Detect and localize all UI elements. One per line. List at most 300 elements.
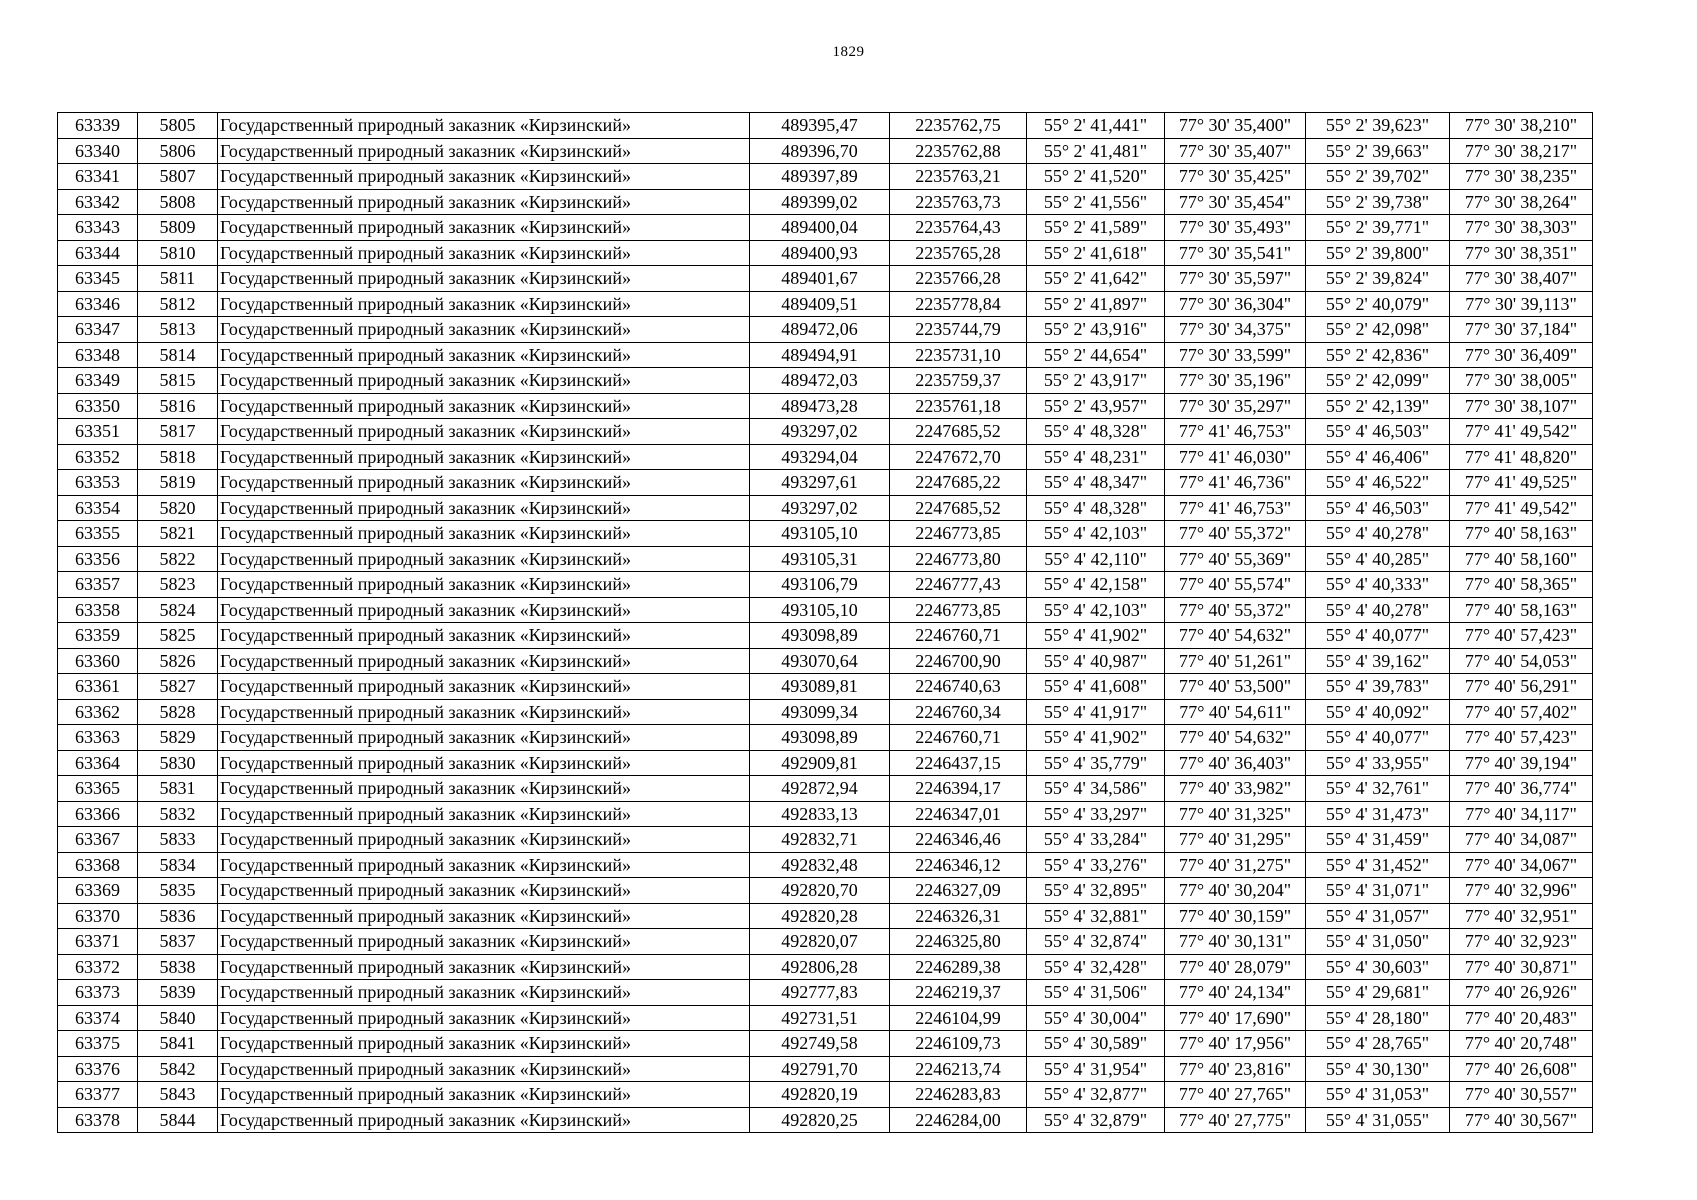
y-coordinate-cell: 2235759,37 xyxy=(890,368,1027,394)
longitude-2-cell: 77° 41' 48,820" xyxy=(1450,444,1593,470)
x-coordinate-cell: 493294,04 xyxy=(750,444,890,470)
latitude-1-cell: 55° 2' 41,556" xyxy=(1027,189,1165,215)
latitude-2-cell: 55° 4' 31,452" xyxy=(1306,852,1450,878)
latitude-1-cell: 55° 2' 41,589" xyxy=(1027,215,1165,241)
longitude-1-cell: 77° 40' 54,611" xyxy=(1165,699,1306,725)
x-coordinate-cell: 492820,70 xyxy=(750,878,890,904)
longitude-1-cell: 77° 30' 35,541" xyxy=(1165,240,1306,266)
x-coordinate-cell: 492777,83 xyxy=(750,980,890,1006)
table-row xyxy=(58,1056,1593,1082)
table-row xyxy=(58,852,1593,878)
object-name-cell: Государственный природный заказник «Кирзинский» xyxy=(218,444,750,470)
record-number-cell: 63350 xyxy=(58,393,138,419)
record-number-cell: 63359 xyxy=(58,623,138,649)
latitude-1-cell: 55° 4' 32,874" xyxy=(1027,929,1165,955)
longitude-2-cell: 77° 40' 57,402" xyxy=(1450,699,1593,725)
record-number-cell: 63347 xyxy=(58,317,138,343)
y-coordinate-cell: 2246284,00 xyxy=(890,1107,1027,1133)
longitude-2-cell: 77° 40' 58,365" xyxy=(1450,572,1593,598)
y-coordinate-cell: 2235744,79 xyxy=(890,317,1027,343)
object-name-cell: Государственный природный заказник «Кирзинский» xyxy=(218,189,750,215)
longitude-2-cell: 77° 30' 39,113" xyxy=(1450,291,1593,317)
latitude-1-cell: 55° 4' 41,902" xyxy=(1027,623,1165,649)
point-number-cell: 5834 xyxy=(138,852,218,878)
y-coordinate-cell: 2235778,84 xyxy=(890,291,1027,317)
point-number-cell: 5824 xyxy=(138,597,218,623)
longitude-1-cell: 77° 30' 35,493" xyxy=(1165,215,1306,241)
table-row xyxy=(58,470,1593,496)
record-number-cell: 63365 xyxy=(58,776,138,802)
x-coordinate-cell: 493105,31 xyxy=(750,546,890,572)
x-coordinate-cell: 492820,28 xyxy=(750,903,890,929)
y-coordinate-cell: 2235731,10 xyxy=(890,342,1027,368)
point-number-cell: 5827 xyxy=(138,674,218,700)
latitude-1-cell: 55° 2' 41,520" xyxy=(1027,164,1165,190)
x-coordinate-cell: 492820,19 xyxy=(750,1082,890,1108)
longitude-2-cell: 77° 30' 38,005" xyxy=(1450,368,1593,394)
latitude-2-cell: 55° 4' 39,162" xyxy=(1306,648,1450,674)
record-number-cell: 63372 xyxy=(58,954,138,980)
x-coordinate-cell: 489472,03 xyxy=(750,368,890,394)
x-coordinate-cell: 489399,02 xyxy=(750,189,890,215)
y-coordinate-cell: 2246325,80 xyxy=(890,929,1027,955)
x-coordinate-cell: 492731,51 xyxy=(750,1005,890,1031)
longitude-2-cell: 77° 40' 30,567" xyxy=(1450,1107,1593,1133)
longitude-2-cell: 77° 40' 58,160" xyxy=(1450,546,1593,572)
point-number-cell: 5842 xyxy=(138,1056,218,1082)
longitude-1-cell: 77° 41' 46,753" xyxy=(1165,419,1306,445)
record-number-cell: 63344 xyxy=(58,240,138,266)
latitude-2-cell: 55° 2' 42,099" xyxy=(1306,368,1450,394)
longitude-1-cell: 77° 40' 54,632" xyxy=(1165,725,1306,751)
table-row xyxy=(58,572,1593,598)
point-number-cell: 5818 xyxy=(138,444,218,470)
longitude-2-cell: 77° 30' 38,407" xyxy=(1450,266,1593,292)
point-number-cell: 5816 xyxy=(138,393,218,419)
object-name-cell: Государственный природный заказник «Кирзинский» xyxy=(218,215,750,241)
point-number-cell: 5841 xyxy=(138,1031,218,1057)
table-row xyxy=(58,929,1593,955)
y-coordinate-cell: 2246740,63 xyxy=(890,674,1027,700)
latitude-1-cell: 55° 4' 40,987" xyxy=(1027,648,1165,674)
x-coordinate-cell: 493070,64 xyxy=(750,648,890,674)
longitude-2-cell: 77° 30' 38,303" xyxy=(1450,215,1593,241)
latitude-1-cell: 55° 4' 31,506" xyxy=(1027,980,1165,1006)
longitude-2-cell: 77° 40' 34,087" xyxy=(1450,827,1593,853)
latitude-1-cell: 55° 4' 48,347" xyxy=(1027,470,1165,496)
latitude-1-cell: 55° 4' 32,881" xyxy=(1027,903,1165,929)
table-row xyxy=(58,750,1593,776)
longitude-2-cell: 77° 30' 36,409" xyxy=(1450,342,1593,368)
x-coordinate-cell: 489397,89 xyxy=(750,164,890,190)
latitude-1-cell: 55° 4' 42,103" xyxy=(1027,597,1165,623)
point-number-cell: 5829 xyxy=(138,725,218,751)
x-coordinate-cell: 493105,10 xyxy=(750,597,890,623)
y-coordinate-cell: 2246773,85 xyxy=(890,521,1027,547)
x-coordinate-cell: 492832,71 xyxy=(750,827,890,853)
table-row xyxy=(58,215,1593,241)
longitude-1-cell: 77° 40' 33,982" xyxy=(1165,776,1306,802)
longitude-1-cell: 77° 40' 36,403" xyxy=(1165,750,1306,776)
latitude-2-cell: 55° 2' 39,738" xyxy=(1306,189,1450,215)
object-name-cell: Государственный природный заказник «Кирзинский» xyxy=(218,827,750,853)
longitude-1-cell: 77° 30' 35,196" xyxy=(1165,368,1306,394)
y-coordinate-cell: 2246283,83 xyxy=(890,1082,1027,1108)
y-coordinate-cell: 2246437,15 xyxy=(890,750,1027,776)
object-name-cell: Государственный природный заказник «Кирзинский» xyxy=(218,317,750,343)
y-coordinate-cell: 2247685,22 xyxy=(890,470,1027,496)
latitude-2-cell: 55° 2' 40,079" xyxy=(1306,291,1450,317)
longitude-1-cell: 77° 40' 51,261" xyxy=(1165,648,1306,674)
longitude-1-cell: 77° 40' 28,079" xyxy=(1165,954,1306,980)
object-name-cell: Государственный природный заказник «Кирзинский» xyxy=(218,419,750,445)
table-row xyxy=(58,495,1593,521)
table-row xyxy=(58,1031,1593,1057)
object-name-cell: Государственный природный заказник «Кирзинский» xyxy=(218,725,750,751)
record-number-cell: 63370 xyxy=(58,903,138,929)
longitude-2-cell: 77° 40' 56,291" xyxy=(1450,674,1593,700)
table-row xyxy=(58,240,1593,266)
latitude-1-cell: 55° 2' 43,917" xyxy=(1027,368,1165,394)
point-number-cell: 5820 xyxy=(138,495,218,521)
longitude-2-cell: 77° 40' 36,774" xyxy=(1450,776,1593,802)
x-coordinate-cell: 492749,58 xyxy=(750,1031,890,1057)
point-number-cell: 5830 xyxy=(138,750,218,776)
latitude-2-cell: 55° 2' 39,623" xyxy=(1306,113,1450,139)
latitude-2-cell: 55° 4' 46,406" xyxy=(1306,444,1450,470)
latitude-2-cell: 55° 2' 39,663" xyxy=(1306,138,1450,164)
x-coordinate-cell: 489395,47 xyxy=(750,113,890,139)
longitude-1-cell: 77° 41' 46,030" xyxy=(1165,444,1306,470)
latitude-2-cell: 55° 4' 40,077" xyxy=(1306,725,1450,751)
latitude-2-cell: 55° 4' 33,955" xyxy=(1306,750,1450,776)
record-number-cell: 63352 xyxy=(58,444,138,470)
y-coordinate-cell: 2235762,88 xyxy=(890,138,1027,164)
y-coordinate-cell: 2246219,37 xyxy=(890,980,1027,1006)
latitude-2-cell: 55° 4' 40,077" xyxy=(1306,623,1450,649)
table-row xyxy=(58,648,1593,674)
latitude-1-cell: 55° 4' 41,917" xyxy=(1027,699,1165,725)
longitude-1-cell: 77° 40' 55,372" xyxy=(1165,597,1306,623)
object-name-cell: Государственный природный заказник «Кирзинский» xyxy=(218,801,750,827)
x-coordinate-cell: 492791,70 xyxy=(750,1056,890,1082)
longitude-1-cell: 77° 40' 27,765" xyxy=(1165,1082,1306,1108)
object-name-cell: Государственный природный заказник «Кирзинский» xyxy=(218,266,750,292)
latitude-1-cell: 55° 2' 41,897" xyxy=(1027,291,1165,317)
latitude-1-cell: 55° 4' 30,589" xyxy=(1027,1031,1165,1057)
y-coordinate-cell: 2246760,71 xyxy=(890,725,1027,751)
table-body xyxy=(58,113,1593,1133)
object-name-cell: Государственный природный заказник «Кирзинский» xyxy=(218,291,750,317)
y-coordinate-cell: 2235762,75 xyxy=(890,113,1027,139)
longitude-2-cell: 77° 40' 30,557" xyxy=(1450,1082,1593,1108)
table-row xyxy=(58,1082,1593,1108)
y-coordinate-cell: 2246773,85 xyxy=(890,597,1027,623)
longitude-2-cell: 77° 41' 49,525" xyxy=(1450,470,1593,496)
record-number-cell: 63341 xyxy=(58,164,138,190)
y-coordinate-cell: 2235765,28 xyxy=(890,240,1027,266)
object-name-cell: Государственный природный заказник «Кирзинский» xyxy=(218,240,750,266)
latitude-1-cell: 55° 4' 34,586" xyxy=(1027,776,1165,802)
point-number-cell: 5808 xyxy=(138,189,218,215)
latitude-1-cell: 55° 2' 43,957" xyxy=(1027,393,1165,419)
latitude-1-cell: 55° 2' 41,481" xyxy=(1027,138,1165,164)
point-number-cell: 5817 xyxy=(138,419,218,445)
longitude-2-cell: 77° 30' 38,107" xyxy=(1450,393,1593,419)
record-number-cell: 63373 xyxy=(58,980,138,1006)
longitude-1-cell: 77° 41' 46,753" xyxy=(1165,495,1306,521)
longitude-2-cell: 77° 40' 58,163" xyxy=(1450,521,1593,547)
object-name-cell: Государственный природный заказник «Кирзинский» xyxy=(218,623,750,649)
object-name-cell: Государственный природный заказник «Кирзинский» xyxy=(218,674,750,700)
y-coordinate-cell: 2235763,73 xyxy=(890,189,1027,215)
latitude-2-cell: 55° 4' 28,765" xyxy=(1306,1031,1450,1057)
record-number-cell: 63376 xyxy=(58,1056,138,1082)
longitude-1-cell: 77° 40' 17,956" xyxy=(1165,1031,1306,1057)
longitude-1-cell: 77° 30' 35,597" xyxy=(1165,266,1306,292)
latitude-2-cell: 55° 4' 28,180" xyxy=(1306,1005,1450,1031)
latitude-1-cell: 55° 4' 33,276" xyxy=(1027,852,1165,878)
record-number-cell: 63360 xyxy=(58,648,138,674)
record-number-cell: 63377 xyxy=(58,1082,138,1108)
latitude-2-cell: 55° 4' 31,071" xyxy=(1306,878,1450,904)
x-coordinate-cell: 493089,81 xyxy=(750,674,890,700)
latitude-2-cell: 55° 4' 46,522" xyxy=(1306,470,1450,496)
longitude-1-cell: 77° 30' 35,297" xyxy=(1165,393,1306,419)
latitude-2-cell: 55° 4' 31,055" xyxy=(1306,1107,1450,1133)
point-number-cell: 5811 xyxy=(138,266,218,292)
x-coordinate-cell: 489400,04 xyxy=(750,215,890,241)
latitude-1-cell: 55° 4' 48,231" xyxy=(1027,444,1165,470)
object-name-cell: Государственный природный заказник «Кирзинский» xyxy=(218,878,750,904)
point-number-cell: 5815 xyxy=(138,368,218,394)
latitude-2-cell: 55° 4' 31,459" xyxy=(1306,827,1450,853)
point-number-cell: 5805 xyxy=(138,113,218,139)
table-row xyxy=(58,368,1593,394)
y-coordinate-cell: 2246777,43 xyxy=(890,572,1027,598)
object-name-cell: Государственный природный заказник «Кирзинский» xyxy=(218,495,750,521)
longitude-2-cell: 77° 30' 38,351" xyxy=(1450,240,1593,266)
latitude-1-cell: 55° 4' 48,328" xyxy=(1027,419,1165,445)
latitude-2-cell: 55° 4' 46,503" xyxy=(1306,495,1450,521)
longitude-2-cell: 77° 40' 54,053" xyxy=(1450,648,1593,674)
longitude-1-cell: 77° 40' 31,275" xyxy=(1165,852,1306,878)
latitude-1-cell: 55° 4' 32,879" xyxy=(1027,1107,1165,1133)
x-coordinate-cell: 493098,89 xyxy=(750,623,890,649)
latitude-2-cell: 55° 2' 42,139" xyxy=(1306,393,1450,419)
coordinates-table xyxy=(57,112,1593,1133)
table-row xyxy=(58,980,1593,1006)
point-number-cell: 5823 xyxy=(138,572,218,598)
longitude-1-cell: 77° 40' 17,690" xyxy=(1165,1005,1306,1031)
longitude-2-cell: 77° 41' 49,542" xyxy=(1450,495,1593,521)
point-number-cell: 5812 xyxy=(138,291,218,317)
page-number: 1829 xyxy=(832,44,865,60)
y-coordinate-cell: 2235766,28 xyxy=(890,266,1027,292)
object-name-cell: Государственный природный заказник «Кирзинский» xyxy=(218,1107,750,1133)
point-number-cell: 5839 xyxy=(138,980,218,1006)
latitude-2-cell: 55° 4' 29,681" xyxy=(1306,980,1450,1006)
x-coordinate-cell: 489400,93 xyxy=(750,240,890,266)
table-row xyxy=(58,801,1593,827)
y-coordinate-cell: 2246347,01 xyxy=(890,801,1027,827)
point-number-cell: 5836 xyxy=(138,903,218,929)
table-row xyxy=(58,138,1593,164)
longitude-1-cell: 77° 40' 31,325" xyxy=(1165,801,1306,827)
latitude-2-cell: 55° 2' 42,098" xyxy=(1306,317,1450,343)
latitude-1-cell: 55° 4' 41,608" xyxy=(1027,674,1165,700)
record-number-cell: 63358 xyxy=(58,597,138,623)
object-name-cell: Государственный природный заказник «Кирзинский» xyxy=(218,903,750,929)
record-number-cell: 63369 xyxy=(58,878,138,904)
y-coordinate-cell: 2235763,21 xyxy=(890,164,1027,190)
y-coordinate-cell: 2246346,46 xyxy=(890,827,1027,853)
longitude-1-cell: 77° 40' 55,574" xyxy=(1165,572,1306,598)
object-name-cell: Государственный природный заказник «Кирзинский» xyxy=(218,1056,750,1082)
longitude-1-cell: 77° 30' 34,375" xyxy=(1165,317,1306,343)
x-coordinate-cell: 492820,25 xyxy=(750,1107,890,1133)
longitude-2-cell: 77° 40' 32,923" xyxy=(1450,929,1593,955)
longitude-1-cell: 77° 40' 30,131" xyxy=(1165,929,1306,955)
point-number-cell: 5828 xyxy=(138,699,218,725)
point-number-cell: 5837 xyxy=(138,929,218,955)
latitude-1-cell: 55° 4' 30,004" xyxy=(1027,1005,1165,1031)
table-row xyxy=(58,189,1593,215)
table-row xyxy=(58,444,1593,470)
point-number-cell: 5833 xyxy=(138,827,218,853)
object-name-cell: Государственный природный заказник «Кирзинский» xyxy=(218,597,750,623)
longitude-1-cell: 77° 40' 27,775" xyxy=(1165,1107,1306,1133)
longitude-1-cell: 77° 30' 35,407" xyxy=(1165,138,1306,164)
record-number-cell: 63371 xyxy=(58,929,138,955)
latitude-2-cell: 55° 4' 40,092" xyxy=(1306,699,1450,725)
x-coordinate-cell: 492833,13 xyxy=(750,801,890,827)
y-coordinate-cell: 2246327,09 xyxy=(890,878,1027,904)
longitude-1-cell: 77° 30' 33,599" xyxy=(1165,342,1306,368)
x-coordinate-cell: 493297,02 xyxy=(750,495,890,521)
object-name-cell: Государственный природный заказник «Кирзинский» xyxy=(218,699,750,725)
y-coordinate-cell: 2246773,80 xyxy=(890,546,1027,572)
longitude-2-cell: 77° 40' 20,748" xyxy=(1450,1031,1593,1057)
latitude-1-cell: 55° 2' 41,642" xyxy=(1027,266,1165,292)
record-number-cell: 63349 xyxy=(58,368,138,394)
latitude-2-cell: 55° 2' 39,771" xyxy=(1306,215,1450,241)
table-row xyxy=(58,878,1593,904)
record-number-cell: 63366 xyxy=(58,801,138,827)
object-name-cell: Государственный природный заказник «Кирзинский» xyxy=(218,113,750,139)
longitude-2-cell: 77° 30' 38,217" xyxy=(1450,138,1593,164)
record-number-cell: 63340 xyxy=(58,138,138,164)
object-name-cell: Государственный природный заказник «Кирзинский» xyxy=(218,776,750,802)
object-name-cell: Государственный природный заказник «Кирзинский» xyxy=(218,138,750,164)
record-number-cell: 63348 xyxy=(58,342,138,368)
longitude-1-cell: 77° 30' 35,425" xyxy=(1165,164,1306,190)
x-coordinate-cell: 489401,67 xyxy=(750,266,890,292)
y-coordinate-cell: 2246760,71 xyxy=(890,623,1027,649)
table-row xyxy=(58,164,1593,190)
latitude-2-cell: 55° 4' 46,503" xyxy=(1306,419,1450,445)
table-row xyxy=(58,342,1593,368)
x-coordinate-cell: 489472,06 xyxy=(750,317,890,343)
y-coordinate-cell: 2246326,31 xyxy=(890,903,1027,929)
latitude-1-cell: 55° 4' 32,877" xyxy=(1027,1082,1165,1108)
object-name-cell: Государственный природный заказник «Кирзинский» xyxy=(218,954,750,980)
y-coordinate-cell: 2246104,99 xyxy=(890,1005,1027,1031)
longitude-2-cell: 77° 41' 49,542" xyxy=(1450,419,1593,445)
table-row xyxy=(58,776,1593,802)
table-row xyxy=(58,113,1593,139)
table-row xyxy=(58,903,1593,929)
y-coordinate-cell: 2247685,52 xyxy=(890,419,1027,445)
point-number-cell: 5825 xyxy=(138,623,218,649)
latitude-2-cell: 55° 4' 40,278" xyxy=(1306,597,1450,623)
point-number-cell: 5840 xyxy=(138,1005,218,1031)
record-number-cell: 63362 xyxy=(58,699,138,725)
x-coordinate-cell: 493105,10 xyxy=(750,521,890,547)
longitude-1-cell: 77° 40' 53,500" xyxy=(1165,674,1306,700)
point-number-cell: 5831 xyxy=(138,776,218,802)
longitude-2-cell: 77° 40' 57,423" xyxy=(1450,725,1593,751)
point-number-cell: 5822 xyxy=(138,546,218,572)
y-coordinate-cell: 2246289,38 xyxy=(890,954,1027,980)
longitude-2-cell: 77° 30' 37,184" xyxy=(1450,317,1593,343)
y-coordinate-cell: 2247685,52 xyxy=(890,495,1027,521)
point-number-cell: 5821 xyxy=(138,521,218,547)
object-name-cell: Государственный природный заказник «Кирзинский» xyxy=(218,572,750,598)
x-coordinate-cell: 493297,61 xyxy=(750,470,890,496)
x-coordinate-cell: 492832,48 xyxy=(750,852,890,878)
x-coordinate-cell: 489409,51 xyxy=(750,291,890,317)
table-row xyxy=(58,623,1593,649)
record-number-cell: 63345 xyxy=(58,266,138,292)
point-number-cell: 5814 xyxy=(138,342,218,368)
latitude-1-cell: 55° 4' 31,954" xyxy=(1027,1056,1165,1082)
x-coordinate-cell: 492806,28 xyxy=(750,954,890,980)
x-coordinate-cell: 489473,28 xyxy=(750,393,890,419)
record-number-cell: 63339 xyxy=(58,113,138,139)
table-row xyxy=(58,521,1593,547)
record-number-cell: 63343 xyxy=(58,215,138,241)
x-coordinate-cell: 493106,79 xyxy=(750,572,890,598)
latitude-2-cell: 55° 4' 30,603" xyxy=(1306,954,1450,980)
latitude-1-cell: 55° 2' 43,916" xyxy=(1027,317,1165,343)
latitude-2-cell: 55° 4' 32,761" xyxy=(1306,776,1450,802)
point-number-cell: 5813 xyxy=(138,317,218,343)
record-number-cell: 63363 xyxy=(58,725,138,751)
table-row xyxy=(58,393,1593,419)
longitude-1-cell: 77° 40' 54,632" xyxy=(1165,623,1306,649)
y-coordinate-cell: 2246394,17 xyxy=(890,776,1027,802)
object-name-cell: Государственный природный заказник «Кирзинский» xyxy=(218,852,750,878)
record-number-cell: 63364 xyxy=(58,750,138,776)
table-row xyxy=(58,266,1593,292)
record-number-cell: 63375 xyxy=(58,1031,138,1057)
latitude-2-cell: 55° 4' 40,285" xyxy=(1306,546,1450,572)
object-name-cell: Государственный природный заказник «Кирзинский» xyxy=(218,546,750,572)
longitude-2-cell: 77° 30' 38,264" xyxy=(1450,189,1593,215)
object-name-cell: Государственный природный заказник «Кирзинский» xyxy=(218,470,750,496)
point-number-cell: 5826 xyxy=(138,648,218,674)
object-name-cell: Государственный природный заказник «Кирзинский» xyxy=(218,980,750,1006)
point-number-cell: 5819 xyxy=(138,470,218,496)
longitude-2-cell: 77° 40' 32,996" xyxy=(1450,878,1593,904)
latitude-1-cell: 55° 4' 42,158" xyxy=(1027,572,1165,598)
longitude-2-cell: 77° 40' 34,117" xyxy=(1450,801,1593,827)
record-number-cell: 63346 xyxy=(58,291,138,317)
point-number-cell: 5843 xyxy=(138,1082,218,1108)
table-row xyxy=(58,674,1593,700)
latitude-2-cell: 55° 2' 42,836" xyxy=(1306,342,1450,368)
